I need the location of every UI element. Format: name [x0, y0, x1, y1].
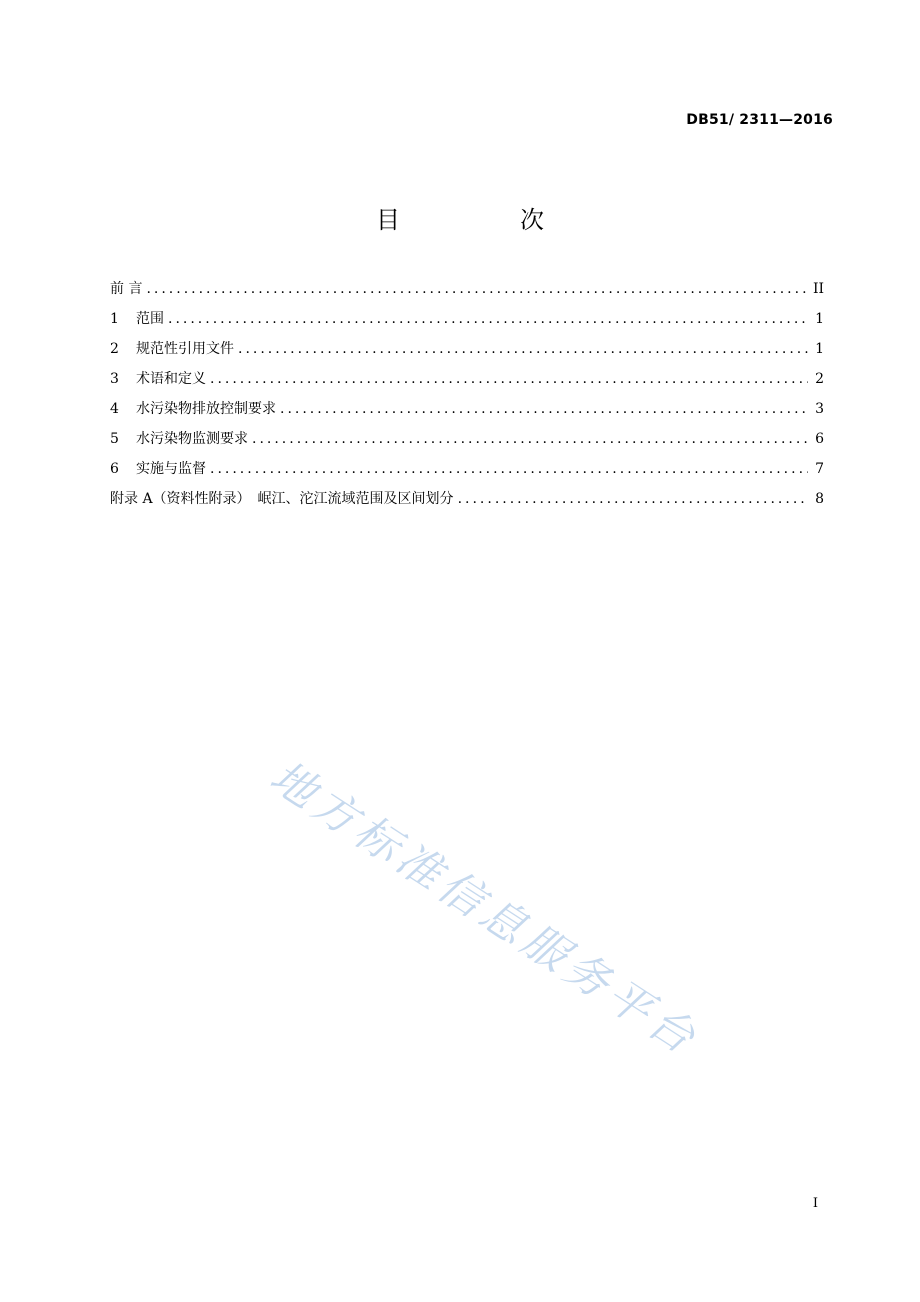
page-number: I — [812, 1196, 818, 1211]
toc-entry-terms-definitions[interactable] — [110, 368, 824, 398]
dot-leader — [210, 368, 808, 390]
dot-leader — [146, 278, 808, 300]
toc-entry-label: 前 言 — [110, 281, 143, 297]
table-of-contents — [110, 278, 824, 518]
toc-entry-label: 水污染物监测要求 — [136, 431, 248, 447]
toc-entry-implementation[interactable] — [110, 458, 824, 488]
toc-entry-page: 2 — [815, 371, 824, 387]
watermark: 地方标准信息服务平台 — [260, 751, 709, 1067]
toc-entry-label: 附录 A（资料性附录） 岷江、沱江流域范围及区间划分 — [110, 491, 454, 507]
toc-entry-number: 4 — [110, 401, 119, 417]
toc-entry-page: 6 — [815, 431, 824, 447]
toc-entry-page: 3 — [815, 401, 824, 417]
toc-entry-number: 3 — [110, 371, 119, 387]
toc-entry-monitoring[interactable] — [110, 428, 824, 458]
toc-entry-appendix-a[interactable] — [110, 488, 824, 518]
toc-entry-number: 2 — [110, 341, 119, 357]
dot-leader — [210, 458, 808, 480]
toc-entry-scope[interactable] — [110, 308, 824, 338]
toc-entry-number: 1 — [110, 311, 119, 327]
toc-entry-page: II — [812, 281, 824, 297]
toc-entry-page: 7 — [815, 461, 824, 477]
dot-leader — [280, 398, 808, 420]
dot-leader — [252, 428, 808, 450]
document-id: DB51/ 2311—2016 — [686, 112, 833, 128]
toc-entry-number: 5 — [110, 431, 119, 447]
dot-leader — [458, 488, 808, 510]
toc-entry-label: 规范性引用文件 — [136, 341, 234, 357]
toc-entry-normative-references[interactable] — [110, 338, 824, 368]
toc-entry-page: 8 — [815, 491, 824, 507]
dot-leader — [168, 308, 808, 330]
page-title: 目 次 — [376, 206, 592, 234]
toc-entry-label: 范围 — [136, 311, 164, 327]
toc-entry-label: 水污染物排放控制要求 — [136, 401, 276, 417]
toc-entry-page: 1 — [815, 341, 824, 357]
toc-entry-number: 6 — [110, 461, 119, 477]
toc-entry-page: 1 — [815, 311, 824, 327]
toc-entry-discharge-control[interactable] — [110, 398, 824, 428]
toc-entry-label: 术语和定义 — [136, 371, 206, 387]
dot-leader — [238, 338, 808, 360]
toc-entry-label: 实施与监督 — [136, 461, 206, 477]
toc-entry-foreword[interactable] — [110, 278, 824, 308]
